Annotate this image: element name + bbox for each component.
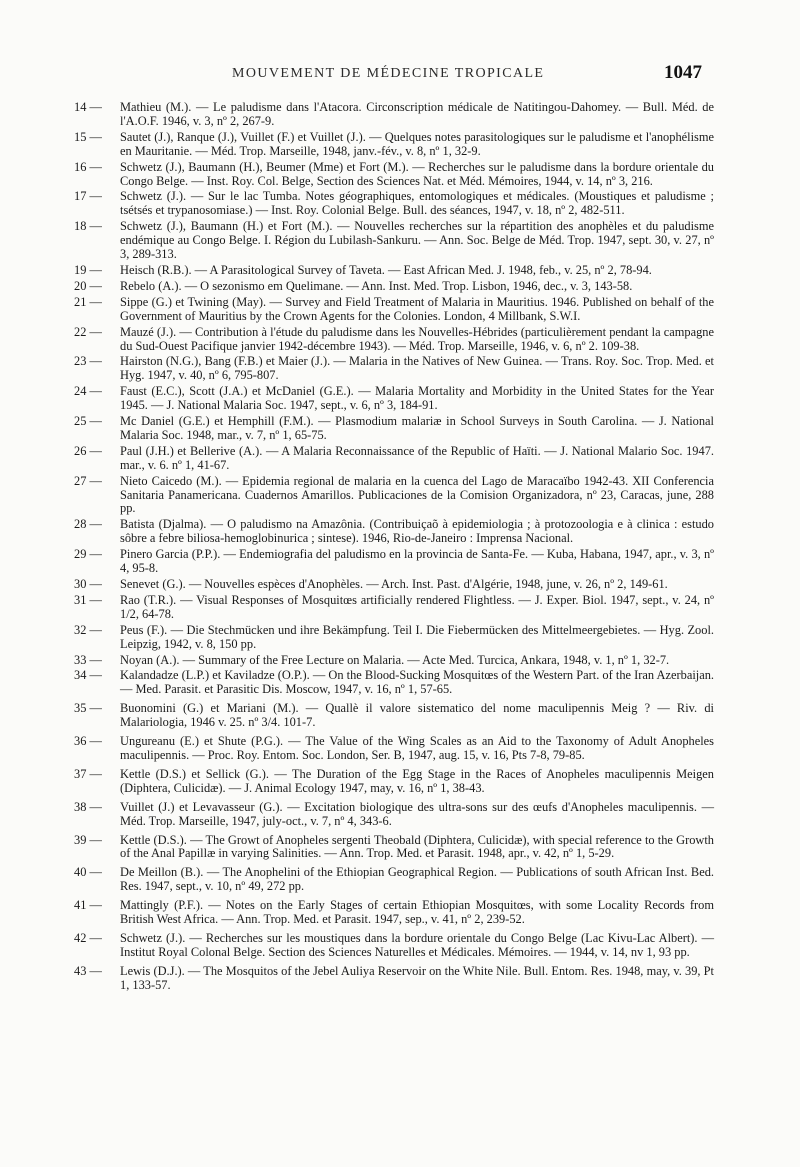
reference-entry [74, 578, 714, 592]
reference-text: Kettle (D.S.). — The Growt of Anopheles sergenti Theobald (Diphtera, Culicidæ), with special reference to the Growth of the Anal Papillæ in varying Salinities. — Ann. Trop. Med. et Parasit. 1948, apr., v. 42, nº 1, 5-29. [120, 832, 714, 861]
reference-number: 34 — [74, 668, 102, 683]
reference-entry [74, 735, 714, 763]
reference-text: Schwetz (J.). — Sur le lac Tumba. Notes géographiques, entomologiques et médicales. (Moustiques et paludisme ; tsétsés et trypanosomiase.) — Inst. Roy. Colonial Belge. Bull. des séances, 1947, v. 18, nº 2, 482-511. [120, 189, 714, 218]
reference-text: Faust (E.C.), Scott (J.A.) et McDaniel (G.E.). — Malaria Mortality and Morbidity in the United States for the Year 1945. — J. National Malaria Soc. 1947, sept., v. 6, nº 3, 184-91. [120, 384, 714, 413]
reference-entry [74, 101, 714, 129]
reference-entry [74, 355, 714, 383]
reference-text: Buonomini (G.) et Mariani (M.). — Quallè il valore sistematico del nome maculipennis Meig ? — Riv. di Malariologia, 1946 v. 25. nº 3/4. 101-7. [120, 701, 714, 730]
reference-number: 36 — [74, 734, 102, 749]
reference-entry [74, 899, 714, 927]
reference-number: 22 — [74, 324, 102, 339]
reference-number: 17 — [74, 189, 102, 204]
reference-entry [74, 445, 714, 473]
reference-number: 16 — [74, 159, 102, 174]
reference-entry [74, 190, 714, 218]
reference-entry [74, 518, 714, 546]
reference-text: Peus (F.). — Die Stechmücken und ihre Bekämpfung. Teil I. Die Fiebermücken des Mittelmeergebietes. — Hyg. Zool. Leipzig, 1942, v. 8, 150 pp. [120, 622, 714, 651]
reference-number: 42 — [74, 930, 102, 945]
reference-list [74, 101, 714, 993]
reference-text: Mauzé (J.). — Contribution à l'étude du paludisme dans les Nouvelles-Hébrides (particulièrement pendant la campagne du Sud-Ouest Pacifique janvier 1942-décembre 1943). — Méd. Trop. Marseille, 1946, v. 6, nº 2. 109-38. [120, 324, 714, 353]
reference-text: Vuillet (J.) et Levavasseur (G.). — Excitation biologique des ultra-sons sur des œufs d'Anopheles maculipennis. — Méd. Trop. Marseille, 1947, july-oct., v. 7, nº 4, 343-6. [120, 799, 714, 828]
reference-text: Lewis (D.J.). — The Mosquitos of the Jebel Auliya Reservoir on the White Nile. Bull. Entom. Res. 1948, may, v. 39, Pt 1, 133-57. [120, 963, 714, 992]
reference-entry [74, 475, 714, 517]
reference-text: Heisch (R.B.). — A Parasitological Survey of Taveta. — East African Med. J. 1948, feb., v. 25, nº 2, 78-94. [120, 262, 652, 277]
reference-text: Senevet (G.). — Nouvelles espèces d'Anophèles. — Arch. Inst. Past. d'Algérie, 1948, june, v. 26, nº 2, 149-61. [120, 577, 668, 591]
reference-entry [74, 548, 714, 576]
reference-number: 30 — [74, 577, 102, 591]
reference-entry [74, 702, 714, 730]
reference-entry [74, 801, 714, 829]
reference-text: Kalandadze (L.P.) et Kaviladze (O.P.). — On the Blood-Sucking Mosquitœs of the Western Part. of the Iran Azerbaijan. — Med. Parasit. et Parasitic Dis. Moscow, 1947, v. 16, nº 1, 57-65. [120, 668, 714, 697]
reference-entry [74, 624, 714, 652]
reference-entry [74, 385, 714, 413]
reference-entry [74, 131, 714, 159]
reference-number: 32 — [74, 622, 102, 637]
reference-number: 41 — [74, 898, 102, 913]
reference-number: 28 — [74, 517, 102, 532]
reference-text: Batista (Djalma). — O paludismo na Amazônia. (Contribuiçaõ à epidemiologia ; à protozoologia e à clinica : estudo sôbre a febre biliosa-hemoglobinurica ; sintese). 1946, Rio-de-Janeiro : Imprensa Nacional. [120, 517, 714, 546]
page-number: 1047 [664, 62, 702, 83]
reference-number: 18 — [74, 219, 102, 234]
reference-text: Mattingly (P.F.). — Notes on the Early Stages of certain Ethiopian Mosquitœs, with some Locality Records from British West Africa. — Ann. Trop. Med. et Parasit. 1947, sep., v. 41, nº 2, 239-52. [120, 898, 714, 927]
reference-number: 38 — [74, 799, 102, 814]
reference-text: Ungureanu (E.) et Shute (P.G.). — The Value of the Wing Scales as an Aid to the Taxonomy of Adult Anopheles maculipennis. — Proc. Roy. Entom. Soc. London, Ser. B, 1947, aug. 15, v. 16, Pts 7-8, 79-85. [120, 734, 714, 762]
reference-text: Pinero Garcia (P.P.). — Endemiografia del paludismo en la provincia de Santa-Fe. — Kuba, Habana, 1947, apr., v. 3, nº 4, 95-8. [120, 547, 714, 576]
reference-entry [74, 326, 714, 354]
reference-entry [74, 834, 714, 862]
reference-number: 23 — [74, 354, 102, 369]
reference-number: 39 — [74, 832, 102, 847]
reference-number: 25 — [74, 414, 102, 429]
reference-entry [74, 220, 714, 262]
reference-entry [74, 161, 714, 189]
reference-entry [74, 965, 714, 993]
reference-text: Sippe (G.) et Twining (May). — Survey and Field Treatment of Malaria in Mauritius. 1946. Published on behalf of the Government of Mauritius by the Crown Agents for the Colonies. London, 4 Millbank, S.W.I. [120, 294, 714, 323]
reference-entry [74, 415, 714, 443]
reference-entry [74, 296, 714, 324]
reference-text: Schwetz (J.). — Recherches sur les moustiques dans la bordure orientale du Congo Belge (Lac Kivu-Lac Albert). — Institut Royal Colonal Belge. Section des Sciences Naturelles et Médicales. Mémoires. — 1944, v. 14, nv 1, 93 pp. [120, 930, 714, 959]
reference-entry [74, 264, 714, 278]
reference-text: Sautet (J.), Ranque (J.), Vuillet (F.) et Vuillet (J.). — Quelques notes parasitologiques sur le paludisme et l'anophélisme en Mauritanie. — Méd. Trop. Marseille, 1948, janv.-fév., v. 8, nº 1, 32-9. [120, 129, 714, 158]
reference-number: 27 — [74, 473, 102, 488]
reference-text: Noyan (A.). — Summary of the Free Lecture on Malaria. — Acte Med. Turcica, Ankara, 1948, v. 1, nº 1, 32-7. [120, 652, 670, 667]
reference-entry [74, 669, 714, 697]
reference-text: De Meillon (B.). — The Anophelini of the Ethiopian Geographical Region. — Publications of south African Inst. Bed. Res. 1947, sept., v. 10, nº 49, 272 pp. [120, 865, 714, 894]
reference-entry [74, 932, 714, 960]
reference-number: 43 — [74, 963, 102, 978]
reference-text: Mathieu (M.). — Le paludisme dans l'Atacora. Circonscription médicale de Natitingou-Dahomey. — Bull. Méd. de l'A.O.F. 1946, v. 3, nº 2, 267-9. [120, 100, 714, 128]
reference-number: 33 — [74, 652, 102, 667]
reference-entry [74, 594, 714, 622]
reference-text: Rebelo (A.). — O sezonismo em Quelimane. — Ann. Inst. Med. Trop. Lisbon, 1946, dec., v. 3, 143-58. [120, 278, 633, 293]
reference-text: Nieto Caicedo (M.). — Epidemia regional de malaria en la cuenca del Lago de Maracaïbo 1942-43. XII Conferencia Sanitaria Panamericana. Cuadernos Amarillos. Publicaciones de la Comision Organizadora, nº 23, Caracas, june, 288 pp. [120, 473, 714, 516]
running-title: MOUVEMENT DE MÉDECINE TROPICALE [232, 66, 545, 81]
reference-text: Schwetz (J.), Baumann (H.), Beumer (Mme) et Fort (M.). — Recherches sur le paludisme dans la bordure orientale du Congo Belge. — Inst. Roy. Col. Belge, Section des Sciences Nat. et Méd. Mémoires, 1944, v. 14, nº 3, 216. [120, 159, 714, 188]
reference-entry [74, 654, 714, 668]
reference-number: 26 — [74, 443, 102, 458]
reference-text: Hairston (N.G.), Bang (F.B.) et Maier (J.). — Malaria in the Natives of New Guinea. — Trans. Roy. Soc. Trop. Med. et Hyg. 1947, v. 40, nº 6, 795-807. [120, 354, 714, 383]
reference-number: 29 — [74, 547, 102, 562]
reference-number: 31 — [74, 592, 102, 607]
reference-number: 24 — [74, 384, 102, 399]
reference-entry [74, 280, 714, 294]
reference-text: Kettle (D.S.) et Sellick (G.). — The Duration of the Egg Stage in the Races of Anopheles maculipennis Meigen (Diphtera, Culicidæ). — J. Animal Ecology 1947, may, v. 16, nº 1, 38-43. [120, 766, 714, 795]
reference-number: 35 — [74, 701, 102, 716]
reference-number: 19 — [74, 262, 102, 277]
reference-number: 14 — [74, 100, 102, 114]
reference-number: 15 — [74, 129, 102, 144]
reference-text: Paul (J.H.) et Bellerive (A.). — A Malaria Reconnaissance of the Republic of Haïti. — J. National Malario Soc. 1947. mar., v. 6. nº 1, 41-67. [120, 443, 714, 472]
page-header [0, 62, 800, 86]
reference-entry [74, 866, 714, 894]
reference-number: 20 — [74, 278, 102, 293]
reference-number: 37 — [74, 766, 102, 781]
reference-number: 40 — [74, 865, 102, 880]
reference-text: Rao (T.R.). — Visual Responses of Mosquitœs artificially rendered Flightless. — J. Exper. Biol. 1947, sept., v. 24, nº 1/2, 64-78. [120, 592, 714, 621]
reference-text: Schwetz (J.), Baumann (H.) et Fort (M.). — Nouvelles recherches sur la répartition des anophèles et du paludisme endémique au Congo Belge. I. Région du Lubilash-Sankuru. — Ann. Soc. Belge de Méd. Trop. 1947, sept. 30, v. 27, nº 3, 289-313. [120, 219, 714, 262]
reference-entry [74, 768, 714, 796]
reference-text: Mc Daniel (G.E.) et Hemphill (F.M.). — Plasmodium malariæ in School Surveys in South Carolina. — J. National Malaria Soc. 1948, mar., v. 7, nº 1, 65-75. [120, 414, 714, 442]
reference-number: 21 — [74, 294, 102, 309]
